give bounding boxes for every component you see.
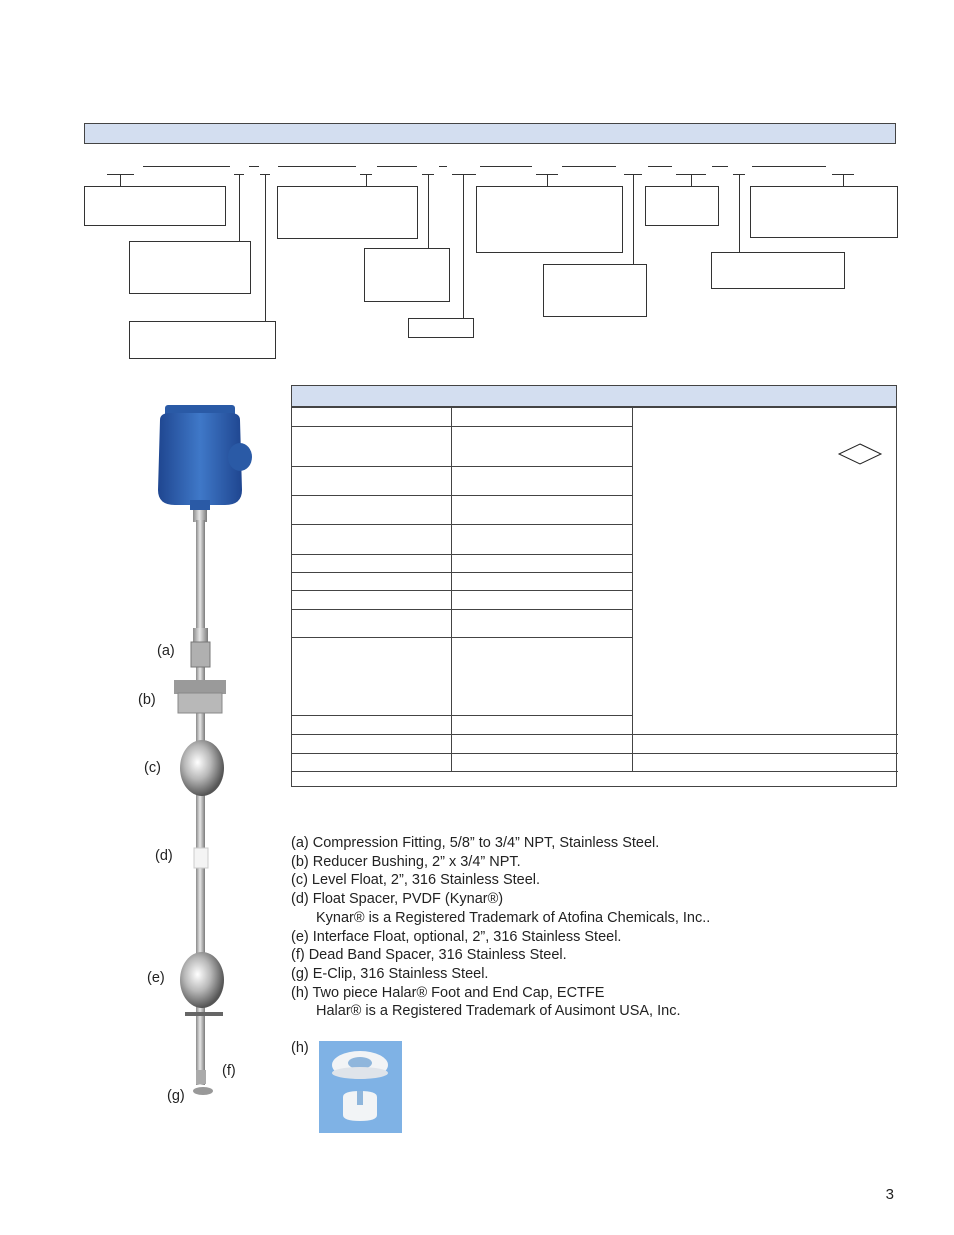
code-option-box [129,321,276,359]
code-option-box [476,186,623,253]
parts-list-item: (g) E-Clip, 316 Stainless Steel. [291,965,489,982]
diamond-symbol [837,442,883,466]
trademark-note: Kynar® is a Registered Trademark of Atofina Chemicals, Inc.. [316,909,711,926]
parts-list-item: (h) Two piece Halar® Foot and End Cap, ECTFE [291,984,605,1001]
trademark-note: Halar® is a Registered Trademark of Ausimont USA, Inc. [316,1003,681,1020]
parts-list [291,834,851,1021]
float-spacer [194,848,208,868]
code-option-box [750,186,898,238]
diagram-label-g: (g) [167,1088,185,1104]
level-transmitter-image [130,395,290,1115]
diagram-label-a: (a) [157,643,175,659]
page-number: 3 [885,1186,894,1203]
code-segment [249,166,259,167]
code-segment [752,166,826,167]
code-segment [648,166,672,167]
halar-foot-photo [319,1041,402,1133]
code-option-box [277,186,418,239]
parts-list-item: (d) Float Spacer, PVDF (Kynar®) [291,891,504,908]
code-segment [439,166,447,167]
code-segment [712,166,728,167]
diagram-label-b: (b) [138,692,156,708]
code-option-box [645,186,719,226]
ordering-header-bar [84,123,896,144]
diagram-label-f: (f) [222,1063,236,1079]
level-float [180,740,224,796]
code-segment [143,166,230,167]
interface-float [180,952,224,1008]
code-segment [377,166,417,167]
code-option-box [543,264,647,317]
code-option-box [364,248,450,302]
parts-list-item: (a) Compression Fitting, 5/8” to 3/4” NPT, Stainless Steel. [291,835,660,851]
parts-list-item: (c) Level Float, 2”, 316 Stainless Steel. [291,872,541,889]
spec-table [291,407,897,787]
diagram-label-c: (c) [144,760,161,776]
code-option-box [129,241,251,294]
code-option-box [711,252,845,289]
code-option-box [408,318,474,338]
parts-list-item: (f) Dead Band Spacer, 316 Stainless Steel. [291,947,567,964]
diagram-label-e: (e) [147,970,165,986]
parts-list-item: (e) Interface Float, optional, 2”, 316 Stainless Steel. [291,928,622,945]
photo-label-h: (h) [291,1040,309,1056]
code-option-box [84,186,226,226]
code-segment [480,166,532,167]
code-segment [278,166,356,167]
diagram-label-d: (d) [155,848,173,864]
spec-table-header [291,385,897,407]
parts-list-item: (b) Reducer Bushing, 2” x 3/4” NPT. [291,853,521,870]
code-segment [562,166,616,167]
